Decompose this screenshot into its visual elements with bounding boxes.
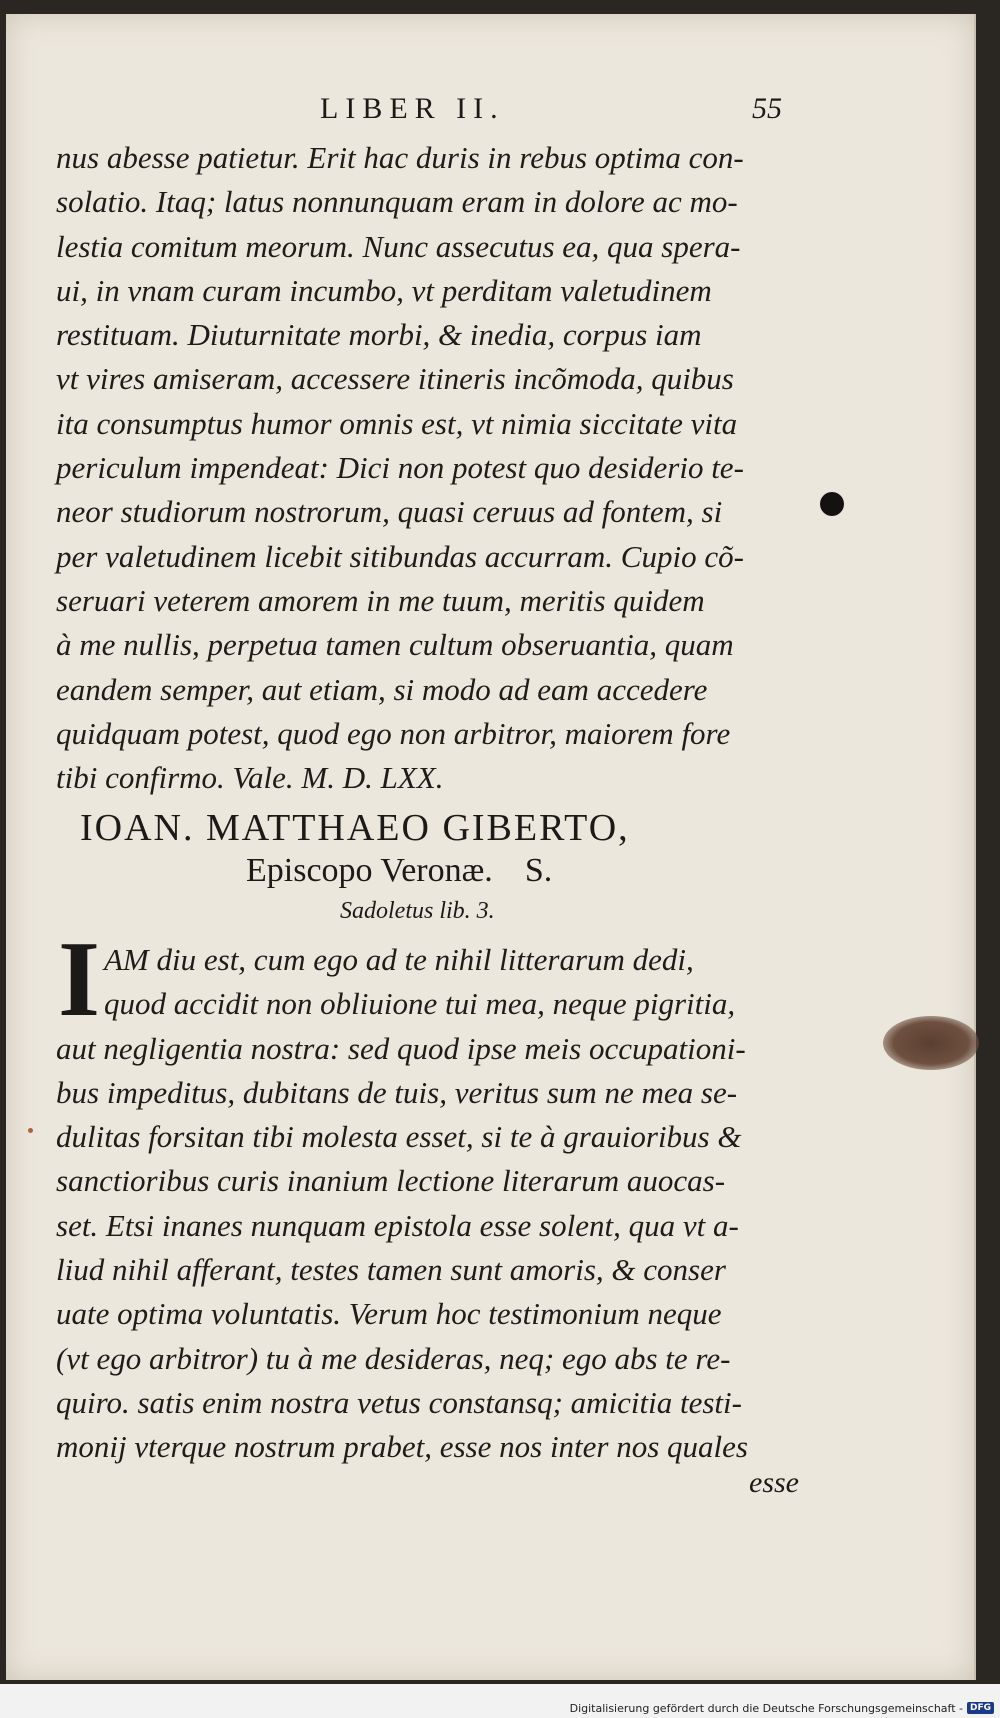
text-line: (vt ego arbitror) tu à me desideras, neq; ego abs te re-: [56, 1340, 731, 1376]
text-line: nus abesse patietur. Erit hac duris in rebus optima con-: [56, 140, 744, 175]
text-line: quidquam potest, quod ego non arbitror, maiorem fore: [56, 715, 731, 751]
text-line: neor studiorum nostrorum, quasi ceruus ad fontem, si: [56, 494, 723, 530]
text-line: set. Etsi inanes nunquam epistola esse solent, qua vt a-: [56, 1207, 739, 1243]
text-line: tibi confirmo. Vale. M. D. LXX.: [56, 760, 444, 796]
text-line: solatio. Itaq; latus nonnunquam eram in dolore ac mo-: [56, 184, 738, 220]
catchword: esse: [749, 1466, 799, 1499]
text-line: periculum impendeat: Dici non potest quo desiderio te-: [56, 450, 744, 486]
addressee-title-text: Episcopo Veronæ.: [246, 852, 493, 889]
text-line: AM diu est, cum ego ad te nihil litterarum dedi,: [104, 942, 694, 977]
text-line: per valetudinem licebit sitibundas accurram. Cupio cõ-: [56, 538, 744, 574]
letter-text-block-1: [56, 136, 796, 800]
text-line: vt vires amiseram, accessere itineris incõmoda, quibus: [56, 361, 734, 397]
text-line: dulitas forsitan tibi molesta esset, si te à grauioribus &: [56, 1119, 742, 1155]
drop-cap-initial: I: [58, 920, 101, 1039]
text-line: lestia comitum meorum. Nunc assecutus ea, qua spera-: [56, 228, 741, 264]
text-line: uate optima voluntatis. Verum hoc testimonium neque: [56, 1296, 722, 1332]
letter-addressee-title: [246, 852, 552, 890]
text-line: ui, in vnam curam incumbo, vt perditam valetudinem: [56, 272, 712, 308]
text-line: liud nihil afferant, testes tamen sunt amoris, & conser: [56, 1252, 726, 1288]
page-number: 55: [752, 92, 782, 125]
ink-dot-mark: [820, 492, 844, 516]
text-line: eandem semper, aut etiam, si modo ad eam accedere: [56, 671, 708, 707]
stain-mark: [883, 1016, 979, 1070]
dfg-logo-icon: DFG: [967, 1702, 994, 1714]
text-line: à me nullis, perpetua tamen cultum obseruantia, quam: [56, 627, 734, 663]
letter-addressee-heading: IOAN. MATTHAEO GIBERTO,: [80, 807, 630, 849]
text-line: bus impeditus, dubitans de tuis, veritus sum ne mea se-: [56, 1074, 738, 1110]
source-reference: Sadoletus lib. 3.: [340, 898, 495, 924]
text-line: sanctioribus curis inanium lectione literarum auocas-: [56, 1163, 726, 1199]
text-line: quiro. satis enim nostra vetus constansq; amicitia testi-: [56, 1384, 742, 1420]
text-line: restituam. Diuturnitate morbi, & inedia, corpus iam: [56, 317, 702, 353]
salutation-mark: S.: [524, 852, 553, 889]
text-line: quod accidit non obliuione tui mea, neque pigritia,: [104, 986, 736, 1022]
text-line: ita consumptus humor omnis est, vt nimia siccitate vita: [56, 405, 738, 441]
text-line: aut negligentia nostra: sed quod ipse meis occupationi-: [56, 1030, 746, 1066]
credit-text: Digitalisierung gefördert durch die Deutsche Forschungsgemeinschaft -: [569, 1701, 963, 1715]
digitization-credit: [570, 1700, 994, 1716]
running-head: LIBER II.: [320, 92, 505, 125]
text-line: monij vterque nostrum prabet, esse nos inter nos quales: [56, 1429, 748, 1465]
small-spot-mark: [28, 1128, 33, 1133]
letter-text-block-2: [56, 938, 796, 1470]
text-line: seruari veterem amorem in me tuum, meritis quidem: [56, 582, 705, 618]
